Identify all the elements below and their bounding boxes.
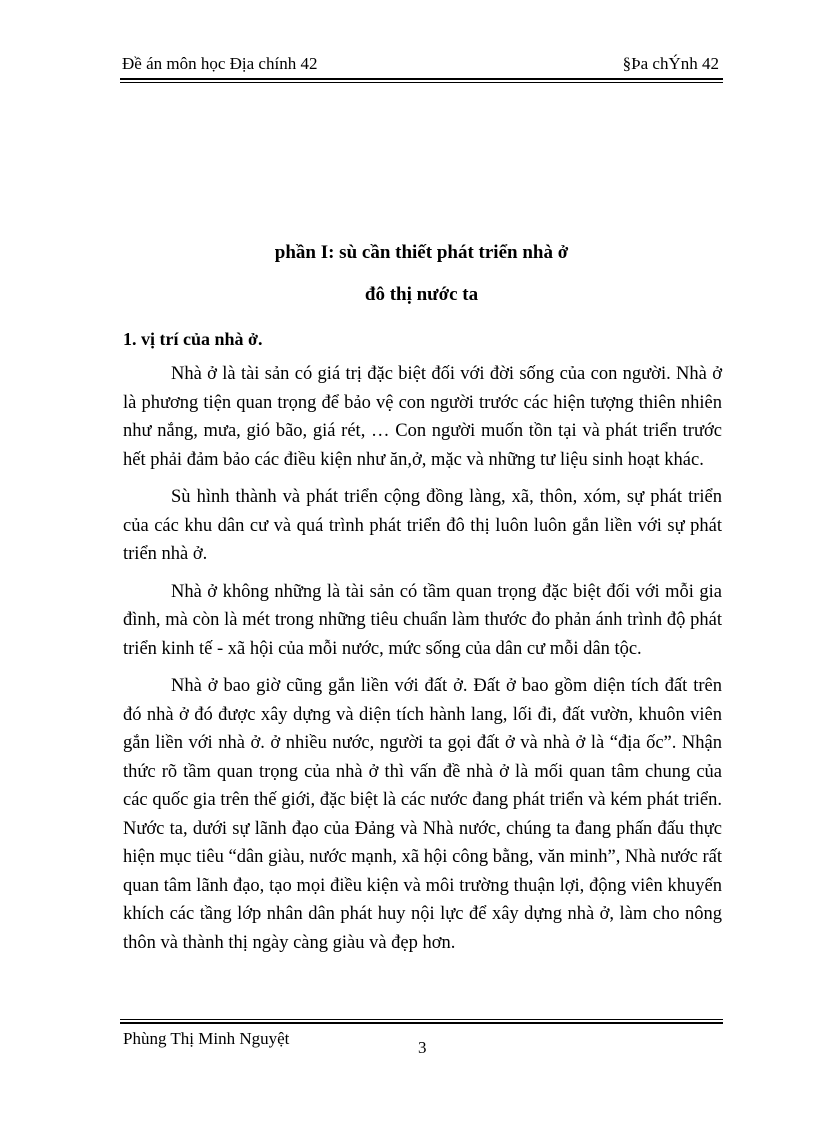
paragraph-2: Sù hình thành và phát triển cộng đồng làng, xã, thôn, xóm, sự phát triển của các khu dân cư và quá trình phát triển đô thị luôn luôn gắn liền với sự phát triển nhà ở.	[123, 487, 722, 564]
footer-rule-thin	[120, 1019, 723, 1020]
page-number: 3	[418, 1038, 427, 1057]
chapter-title-line-1: phần I: sù cần thiết phát triển nhà ở	[274, 242, 569, 263]
header-rule-thin	[120, 82, 723, 83]
header-left-text: Đề án môn học Địa chính 42	[122, 54, 318, 73]
paragraph-3: Nhà ở không những là tài sản có tầm quan trọng đặc biệt đối với mỗi gia đình, mà còn là mét trong những tiêu chuẩn làm thước đo phản ánh trình độ phát triển kinh tế - xã hội của mỗi nước, mức sống của dân cư mỗi dân tộc.	[123, 581, 722, 659]
section-heading: 1. vị trí của nhà ở.	[123, 329, 263, 349]
body-text	[123, 360, 722, 966]
chapter-title-line-2: đô thị nước ta	[364, 284, 479, 305]
paragraph-1: Nhà ở là tài sản có giá trị đặc biệt đối với đời sống của con người. Nhà ở là phương tiện quan trọng để bảo vệ con người trước các hiện tượng thiên nhiên như nắng, mưa, gió bão, giá rét, … Con người muốn tồn tại và phát triển trước hết phải đảm bảo các điều kiện như ăn,ở, mặc và những tư liệu sinh hoạt khác.	[123, 364, 722, 470]
page-header	[120, 52, 723, 76]
header-right-text: §Þa chÝnh 42	[622, 54, 719, 73]
header-rule-thick	[120, 78, 723, 80]
footer-rule-thick	[120, 1022, 723, 1024]
footer-author: Phùng Thị Minh Nguyệt	[123, 1029, 290, 1048]
paragraph-4: Nhà ở bao giờ cũng gắn liền với đất ở. Đất ở bao gồm diện tích đất trên đó nhà ở đó được xây dựng và diện tích hành lang, lối đi, đất vườn, khuôn viên gắn liền với nhà ở. ở nhiều nước, người ta gọi đất ở và nhà ở là “địa ốc”. Nhận thức rõ tầm quan trọng của nhà ở thì vấn đề nhà ở là mối quan tâm chung của các quốc gia trên thế giới, đặc biệt là các nước đang phát triển và kém phát triển. Nước ta, dưới sự lãnh đạo của Đảng và Nhà nước, chúng ta đang phấn đấu thực hiện mục tiêu “dân giàu, nước mạnh, xã hội công bằng, văn minh”, Nhà nước rất quan tâm lãnh đạo, tạo mọi điều kiện và môi trường thuận lợi, động viên khuyến khích các tầng lớp nhân dân phát huy nội lực để xây dựng nhà ở, làm cho nông thôn và thành thị ngày càng giàu và đẹp hơn.	[123, 676, 722, 953]
